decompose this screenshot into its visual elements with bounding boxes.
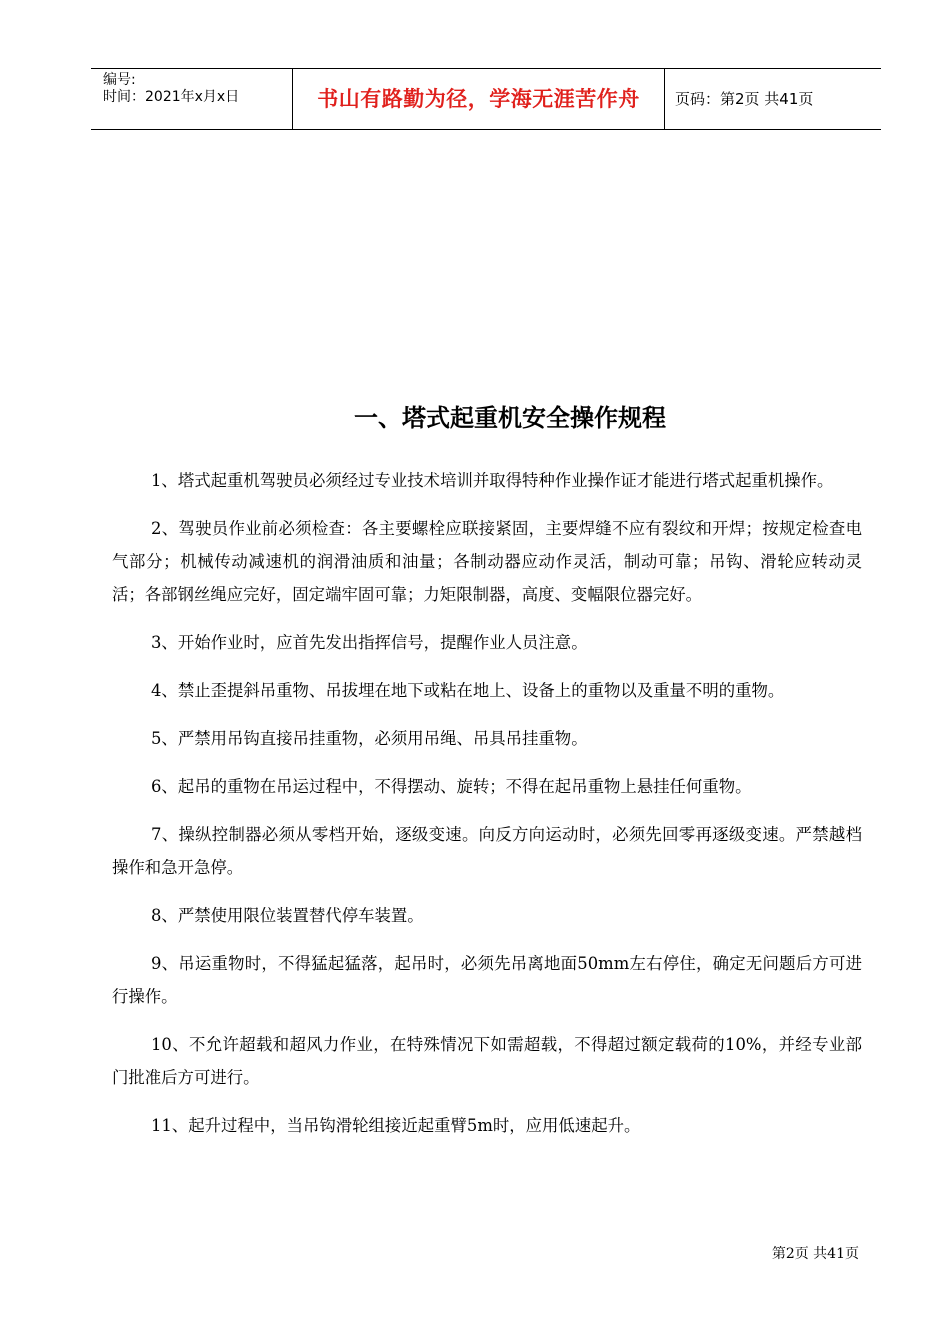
paragraph: 8、严禁使用限位装置替代停车装置。 <box>151 906 424 925</box>
header-motto-cell <box>293 69 665 129</box>
header-time: 时间：2021年x月x日 <box>103 89 240 105</box>
paragraph: 1、塔式起重机驾驶员必须经过专业技术培训并取得特种作业操作证才能进行塔式起重机操作。 <box>151 471 834 490</box>
header-motto: 书山有路勤为径，学海无涯苦作舟 <box>317 87 640 111</box>
header-page-cell <box>665 69 881 129</box>
paragraph: 11、起升过程中，当吊钩滑轮组接近起重臂5m时，应用低速起升。 <box>151 1116 641 1135</box>
paragraph: 5、严禁用吊钩直接吊挂重物，必须用吊绳、吊具吊挂重物。 <box>151 729 588 748</box>
paragraph: 9、吊运重物时，不得猛起猛落，起吊时，必须先吊离地面50mm左右停住，确定无问题后方可进行操作。 <box>112 954 862 1006</box>
document-title: 一、塔式起重机安全操作规程 <box>354 404 666 432</box>
document-body <box>112 464 862 1157</box>
page-footer: 第2页 共41页 <box>771 1246 859 1262</box>
paragraph: 6、起吊的重物在吊运过程中，不得摆动、旋转；不得在起吊重物上悬挂任何重物。 <box>151 777 752 796</box>
paragraph: 10、不允许超载和超风力作业，在特殊情况下如需超载，不得超过额定载荷的10%，并经专业部门批准后方可进行。 <box>112 1035 862 1087</box>
page-header <box>91 68 881 130</box>
paragraph: 3、开始作业时，应首先发出指挥信号，提醒作业人员注意。 <box>151 633 588 652</box>
header-meta-cell <box>91 69 293 129</box>
paragraph: 7、操纵控制器必须从零档开始，逐级变速。向反方向运动时，必须先回零再逐级变速。严禁越档操作和急开急停。 <box>112 825 862 877</box>
paragraph: 4、禁止歪提斜吊重物、吊拔埋在地下或粘在地上、设备上的重物以及重量不明的重物。 <box>151 681 785 700</box>
header-number-label: 编号: <box>103 72 136 88</box>
paragraph: 2、驾驶员作业前必须检查：各主要螺栓应联接紧固，主要焊缝不应有裂纹和开焊；按规定检查电气部分；机械传动减速机的润滑油质和油量；各制动器应动作灵活，制动可靠；吊钩、滑轮应转动灵活；各部钢丝绳应完好，固定端牢固可靠；力矩限制器，高度、变幅限位器完好。 <box>112 519 862 604</box>
header-page-info: 页码：第2页 共41页 <box>675 90 814 108</box>
